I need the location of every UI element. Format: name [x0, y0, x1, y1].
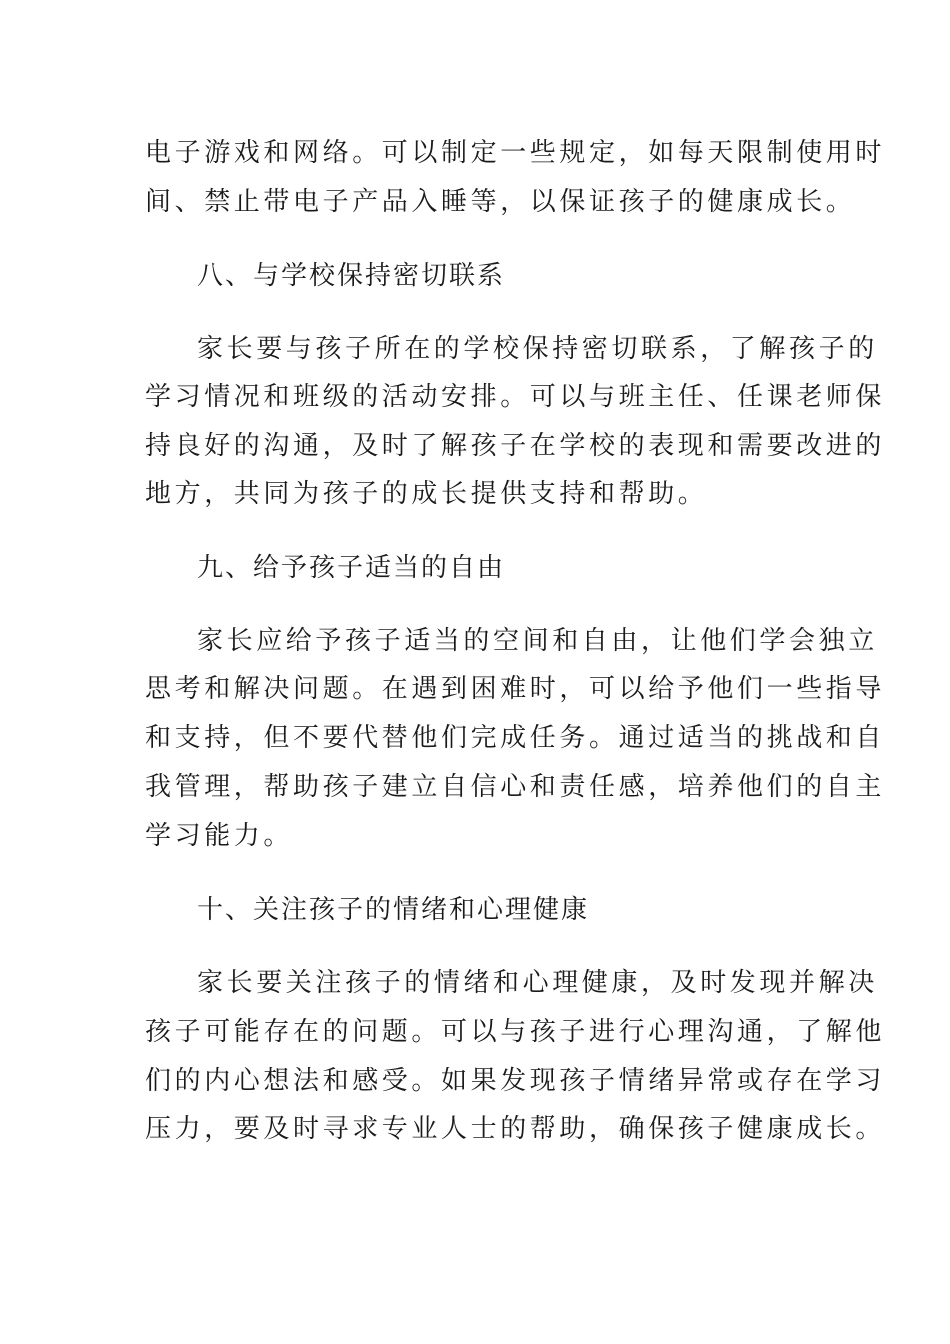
section-heading-10: 十、关注孩子的情绪和心理健康: [197, 895, 590, 925]
paragraph-line: 间、禁止带电子产品入睡等，以保证孩子的健康成长。: [145, 187, 856, 217]
paragraph-line: 家长要关注孩子的情绪和心理健康，及时发现并解决: [197, 968, 878, 998]
paragraph-line: 家长应给予孩子适当的空间和自由，让他们学会独立: [197, 626, 878, 656]
paragraph-line: 我管理，帮助孩子建立自信心和责任感，培养他们的自主: [145, 772, 886, 802]
paragraph-line: 持良好的沟通，及时了解孩子在学校的表现和需要改进的: [145, 431, 886, 461]
paragraph-line: 学习能力。: [145, 821, 294, 851]
paragraph-line: 们的内心想法和感受。如果发现孩子情绪异常或存在学习: [145, 1066, 886, 1096]
paragraph-line: 家长要与孩子所在的学校保持密切联系，了解孩子的: [197, 334, 878, 364]
paragraph-line: 思考和解决问题。在遇到困难时，可以给予他们一些指导: [145, 674, 886, 704]
paragraph-line: 压力，要及时寻求专业人士的帮助，确保孩子健康成长。: [145, 1114, 886, 1144]
paragraph-line: 孩子可能存在的问题。可以与孩子进行心理沟通，了解他: [145, 1017, 886, 1047]
paragraph-line: 地方，共同为孩子的成长提供支持和帮助。: [145, 479, 708, 509]
paragraph-line: 学习情况和班级的活动安排。可以与班主任、任课老师保: [145, 382, 886, 412]
section-heading-8: 八、与学校保持密切联系: [197, 261, 506, 291]
paragraph-line: 电子游戏和网络。可以制定一些规定，如每天限制使用时: [145, 138, 886, 168]
section-heading-9: 九、给予孩子适当的自由: [197, 553, 506, 583]
paragraph-line: 和支持，但不要代替他们完成任务。通过适当的挑战和自: [145, 723, 886, 753]
